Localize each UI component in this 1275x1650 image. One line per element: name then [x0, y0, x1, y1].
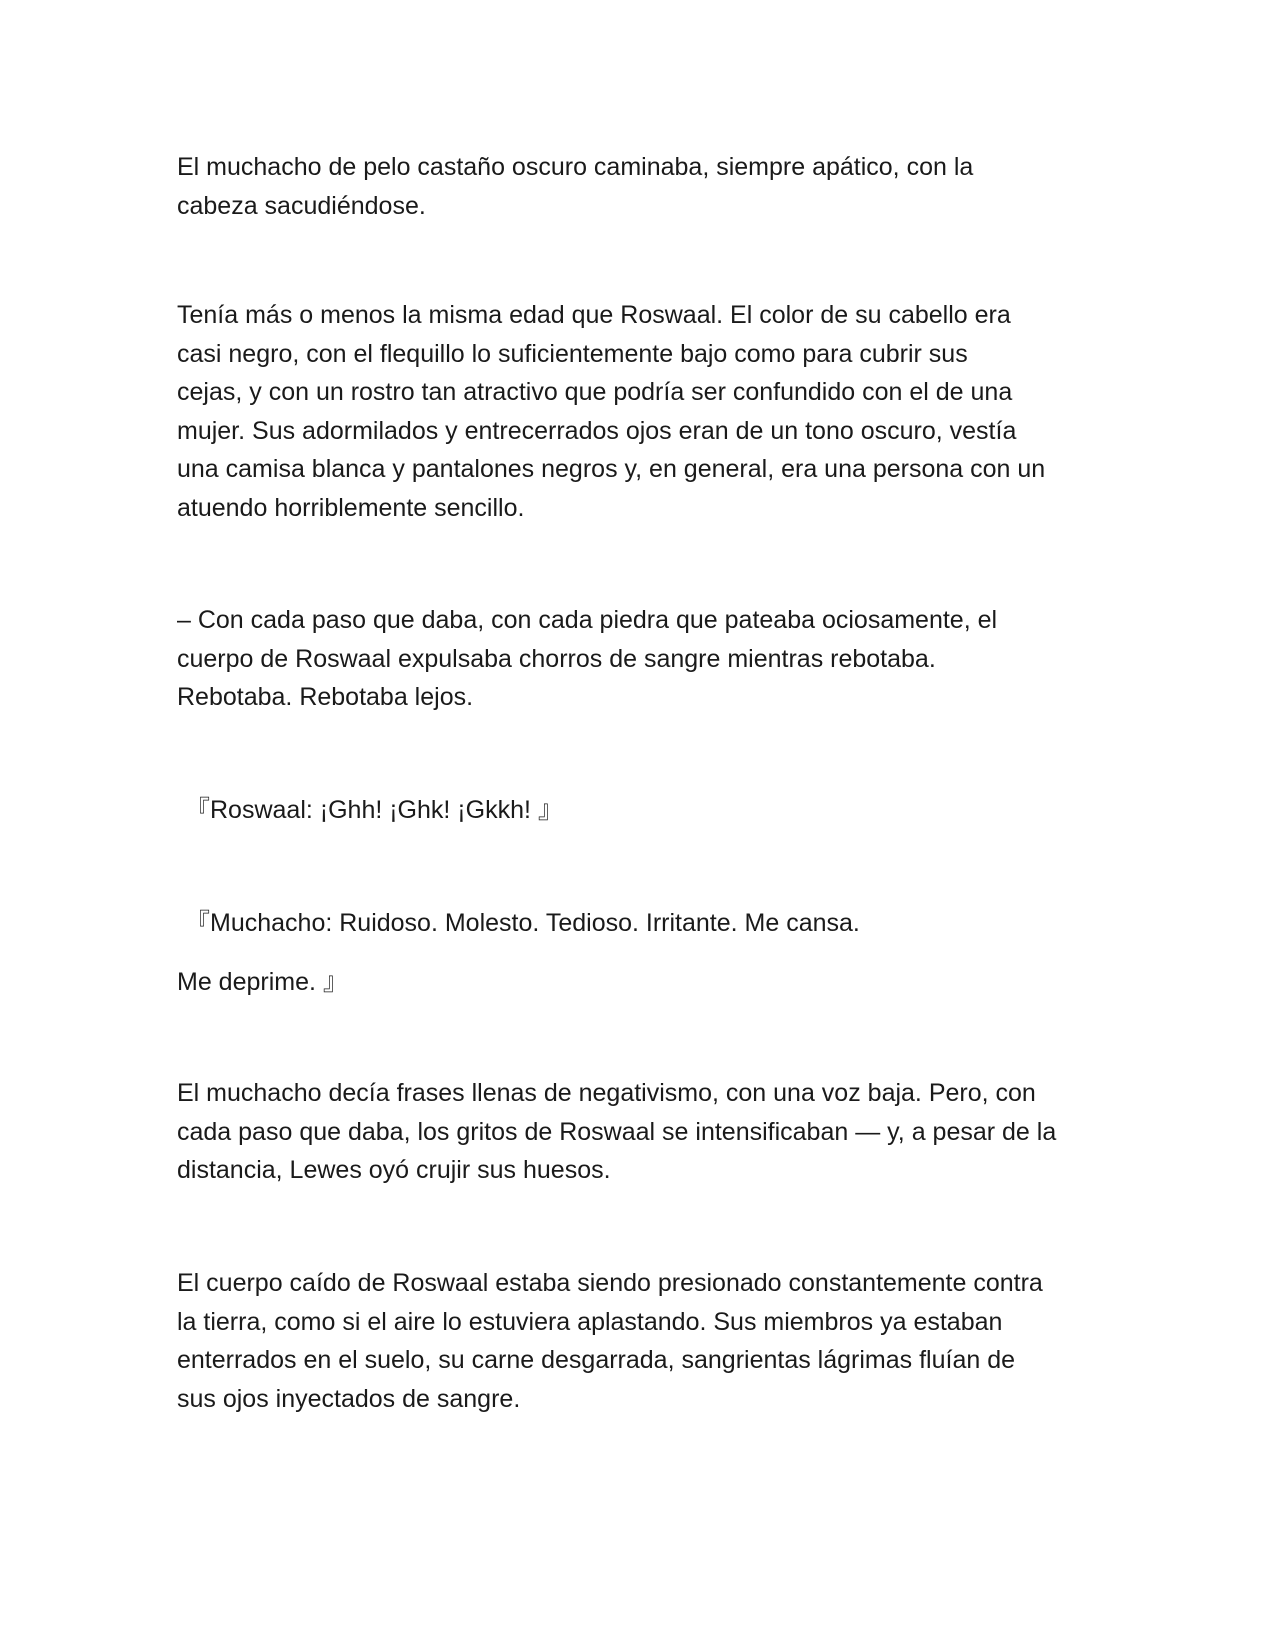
text-line: enterrados en el suelo, su carne desgarrada, sangrientas lágrimas fluían de	[177, 1346, 1016, 1374]
text-line: El muchacho decía frases llenas de negativismo, con una voz baja. Pero, con	[177, 1079, 1036, 1107]
text-line: cejas, y con un rostro tan atractivo que podría ser confundido con el de una	[177, 378, 1013, 406]
text-line: Me deprime. 』	[177, 968, 348, 996]
text-line: 『Muchacho: Ruidoso. Molesto. Tedioso. Irritante. Me cansa.	[185, 909, 860, 937]
text-line: una camisa blanca y pantalones negros y, en general, era una persona con un	[177, 455, 1046, 483]
paragraph-1	[177, 148, 1112, 225]
text-line: la tierra, como si el aire lo estuviera aplastando. Sus miembros ya estaban	[177, 1307, 1003, 1336]
text-line: 『Roswaal: ¡Ghh! ¡Ghk! ¡Gkkh! 』	[185, 796, 563, 824]
text-line: mujer. Sus adormilados y entrecerrados ojos eran de un tono oscuro, vestía	[177, 416, 1017, 445]
paragraph-2	[177, 296, 1112, 527]
text-line: El cuerpo caído de Roswaal estaba siendo presionado constantemente contra	[177, 1269, 1043, 1297]
text-line: atuendo horriblemente sencillo.	[177, 493, 525, 522]
text-line: cabeza sacudiéndose.	[177, 191, 426, 220]
dialogue-muchacho-continued	[177, 963, 1112, 1002]
text-line: sus ojos inyectados de sangre.	[177, 1384, 521, 1413]
text-line: cuerpo de Roswaal expulsaba chorros de sangre mientras rebotaba.	[177, 644, 936, 673]
text-line: Tenía más o menos la misma edad que Roswaal. El color de su cabello era	[177, 301, 1011, 329]
paragraph-7	[177, 1074, 1112, 1190]
dialogue-roswaal	[185, 791, 1120, 830]
text-line: cada paso que daba, los gritos de Roswaal se intensificaban — y, a pesar de la	[177, 1117, 1057, 1146]
paragraph-8	[177, 1264, 1112, 1418]
dialogue-muchacho	[185, 904, 1120, 943]
text-line: distancia, Lewes oyó crujir sus huesos.	[177, 1156, 611, 1184]
text-line: casi negro, con el flequillo lo suficientemente bajo como para cubrir sus	[177, 339, 968, 368]
paragraph-3	[177, 601, 1112, 717]
text-line: – Con cada paso que daba, con cada piedra que pateaba ociosamente, el	[177, 606, 998, 634]
text-line: Rebotaba. Rebotaba lejos.	[177, 683, 474, 711]
text-line: El muchacho de pelo castaño oscuro caminaba, siempre apático, con la	[177, 153, 974, 181]
